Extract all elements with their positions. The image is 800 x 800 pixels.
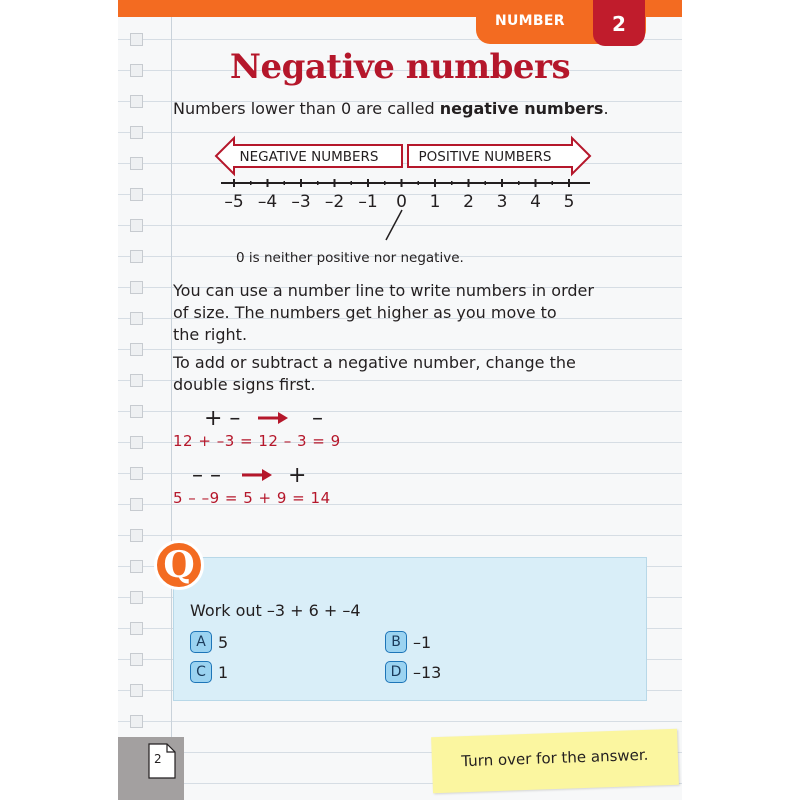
sticky-note-text: Turn over for the answer. — [461, 745, 649, 771]
binding-hole — [130, 622, 143, 635]
binding-hole — [130, 715, 143, 728]
tick-label: 2 — [463, 192, 474, 212]
binding-holes — [130, 0, 150, 800]
option-a-letter: A — [190, 631, 212, 653]
tick-label: 1 — [429, 192, 441, 212]
option-d-value: –13 — [413, 662, 442, 682]
intro-after: . — [603, 99, 609, 118]
binding-hole — [130, 467, 143, 480]
option-c[interactable] — [190, 661, 228, 683]
zero-pointer — [386, 210, 402, 240]
negative-label: NEGATIVE NUMBERS — [239, 149, 379, 165]
chapter-number: 2 — [612, 12, 626, 36]
paragraph-1-line: the right. — [173, 325, 248, 344]
page-number: 2 — [154, 752, 162, 766]
example-1-arrow-icon — [256, 410, 290, 426]
option-d[interactable] — [385, 661, 441, 683]
binding-hole — [130, 343, 143, 356]
paragraph-2 — [173, 352, 576, 396]
tick-label: 0 — [396, 192, 407, 212]
tick-label: –3 — [291, 192, 311, 212]
binding-hole — [130, 529, 143, 542]
option-c-value: 1 — [218, 662, 229, 682]
number-line — [214, 128, 624, 248]
option-b[interactable] — [385, 631, 431, 653]
binding-hole — [130, 157, 143, 170]
option-a-value: 5 — [218, 632, 229, 652]
binding-hole — [130, 281, 143, 294]
binding-hole — [130, 591, 143, 604]
example-2-result-sign: + — [288, 463, 307, 488]
quiz-badge-letter: Q — [163, 544, 195, 586]
binding-hole — [130, 126, 143, 139]
tick-label: –4 — [257, 192, 278, 212]
quiz-question: Work out –3 + 6 + –4 — [190, 601, 361, 620]
option-c-letter: C — [190, 661, 212, 683]
binding-hole — [130, 498, 143, 511]
binding-hole — [130, 219, 143, 232]
binding-hole — [130, 312, 143, 325]
page-icon — [148, 743, 176, 779]
binding-hole — [130, 95, 143, 108]
tick-label: –1 — [358, 192, 378, 212]
binding-hole — [130, 684, 143, 697]
tick-label: –2 — [324, 192, 345, 212]
tick-label: 5 — [563, 192, 575, 212]
intro-before: Numbers lower than 0 are called — [173, 99, 440, 118]
binding-hole — [130, 560, 143, 573]
paragraph-1-line: of size. The numbers get higher as you move to — [173, 303, 557, 322]
notebook-page — [118, 0, 682, 800]
example-1-result-sign: – — [312, 406, 323, 431]
example-2-equation: 5 – –9 = 5 + 9 = 14 — [173, 489, 331, 507]
binding-hole — [130, 33, 143, 46]
zero-note: 0 is neither positive nor negative. — [236, 250, 464, 266]
binding-hole — [130, 653, 143, 666]
example-1-signs: + – — [204, 406, 241, 431]
example-2-arrow-icon — [240, 467, 274, 483]
option-b-value: –1 — [413, 632, 432, 652]
paragraph-2-line: double signs first. — [173, 375, 316, 394]
example-1-equation: 12 + –3 = 12 – 3 = 9 — [173, 432, 341, 450]
option-a[interactable] — [190, 631, 228, 653]
positive-label: POSITIVE NUMBERS — [418, 149, 552, 165]
paragraph-2-line: To add or subtract a negative number, change the — [173, 353, 576, 372]
intro-bold: negative numbers — [439, 99, 604, 118]
intro-text — [173, 98, 609, 120]
section-label: NUMBER — [495, 13, 565, 29]
tick-label: 4 — [530, 192, 541, 212]
sticky-note — [431, 729, 679, 794]
binding-hole — [130, 405, 143, 418]
binding-hole — [130, 250, 143, 263]
option-d-letter: D — [385, 661, 407, 683]
binding-hole — [130, 374, 143, 387]
example-2-signs: – – — [192, 463, 221, 488]
binding-hole — [130, 436, 143, 449]
tick-label: –5 — [224, 192, 244, 212]
paragraph-1-line: You can use a number line to write numbers in order — [173, 281, 594, 300]
tick-label: 3 — [496, 192, 508, 212]
binding-hole — [130, 188, 143, 201]
page-title: Negative numbers — [229, 47, 571, 87]
margin-line — [171, 0, 172, 800]
option-b-letter: B — [385, 631, 407, 653]
paragraph-1 — [173, 280, 594, 346]
